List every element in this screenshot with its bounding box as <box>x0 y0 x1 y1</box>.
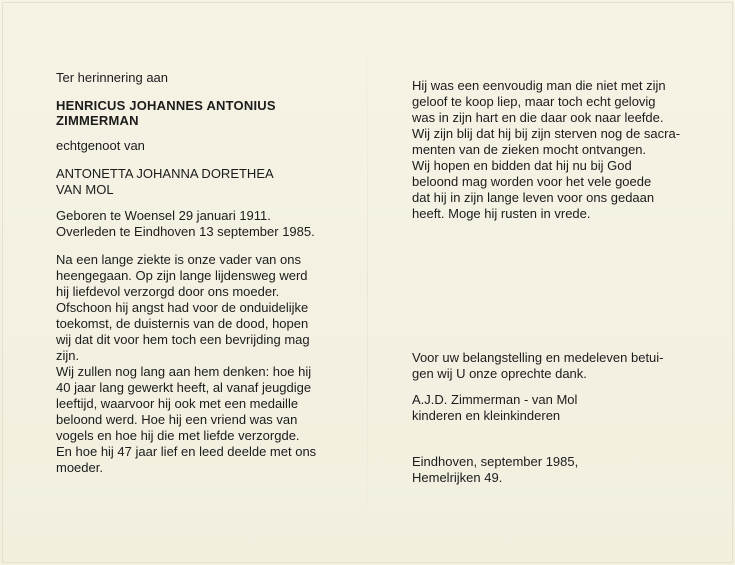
deceased-name-line2: ZIMMERMAN <box>56 113 139 128</box>
text-line: En hoe hij 47 jaar lief en leed deelde met ons <box>56 444 317 459</box>
text-line: Wij zijn blij dat hij bij zijn sterven nog de sacra- <box>412 126 681 141</box>
deceased-name-line1: HENRICUS JOHANNES ANTONIUS <box>56 98 276 113</box>
thanks-block <box>412 350 694 424</box>
place-date: Eindhoven, september 1985, <box>412 454 579 469</box>
signature-line2: kinderen en kleinkinderen <box>412 408 561 423</box>
signature-line1: A.J.D. Zimmerman - van Mol <box>412 392 578 407</box>
place-date-block <box>412 454 694 486</box>
left-paragraph-1 <box>56 252 346 364</box>
text-line: toekomst, de duisternis van de dood, hopen <box>56 316 309 331</box>
text-line: Wij hopen en bidden dat hij nu bij God <box>412 158 632 173</box>
address: Hemelrijken 49. <box>412 470 503 485</box>
card-fold <box>367 0 368 565</box>
text-line: Ofschoon hij angst had voor de onduidelijke <box>56 300 309 315</box>
thanks-text <box>412 350 694 382</box>
text-line: was in zijn hart en die daar ook naar leefde. <box>412 110 664 125</box>
text-line: wij dat dit voor hem toch een bevrijding mag <box>56 332 310 347</box>
text-line: Hij was een eenvoudig man die niet met zijn <box>412 78 666 93</box>
left-paragraph-2 <box>56 364 346 476</box>
text-line: hij liefdevol verzorgd door ons moeder. <box>56 284 280 299</box>
text-line: heengegaan. Op zijn lange lijdensweg werd <box>56 268 308 283</box>
text-line: 40 jaar lang gewerkt heeft, al vanaf jeugdige <box>56 380 312 395</box>
relation-text: echtgenoot van <box>56 138 145 153</box>
right-column <box>412 78 694 222</box>
text-line: dat hij in zijn lange leven voor ons gedaan <box>412 190 655 205</box>
birth-info: Geboren te Woensel 29 januari 1911. <box>56 208 271 223</box>
intro-text: Ter herinnering aan <box>56 70 169 85</box>
text-line: zijn. <box>56 348 80 363</box>
text-line: Voor uw belangstelling en medeleven betui- <box>412 350 664 365</box>
text-line: heeft. Moge hij rusten in vrede. <box>412 206 591 221</box>
text-line: vogels en hoe hij die met liefde verzorgde. <box>56 428 300 443</box>
text-line: Wij zullen nog lang aan hem denken: hoe hij <box>56 364 312 379</box>
text-line: leeftijd, waarvoor hij ook met een medaille <box>56 396 299 411</box>
text-line: beloond werd. Hoe hij een vriend was van <box>56 412 298 427</box>
death-info: Overleden te Eindhoven 13 september 1985. <box>56 224 315 239</box>
right-paragraph-1 <box>412 78 694 222</box>
text-line: gen wij U onze oprechte dank. <box>412 366 587 381</box>
text-line: beloond mag worden voor het vele goede <box>412 174 652 189</box>
spouse-name-line1: ANTONETTA JOHANNA DORETHEA <box>56 166 274 181</box>
text-line: moeder. <box>56 460 103 475</box>
text-line: geloof te koop liep, maar toch echt gelovig <box>412 94 656 109</box>
left-column <box>56 70 346 476</box>
spouse-name-line2: VAN MOL <box>56 182 114 197</box>
text-line: menten van de zieken mocht ontvangen. <box>412 142 647 157</box>
text-line: Na een lange ziekte is onze vader van ons <box>56 252 301 267</box>
